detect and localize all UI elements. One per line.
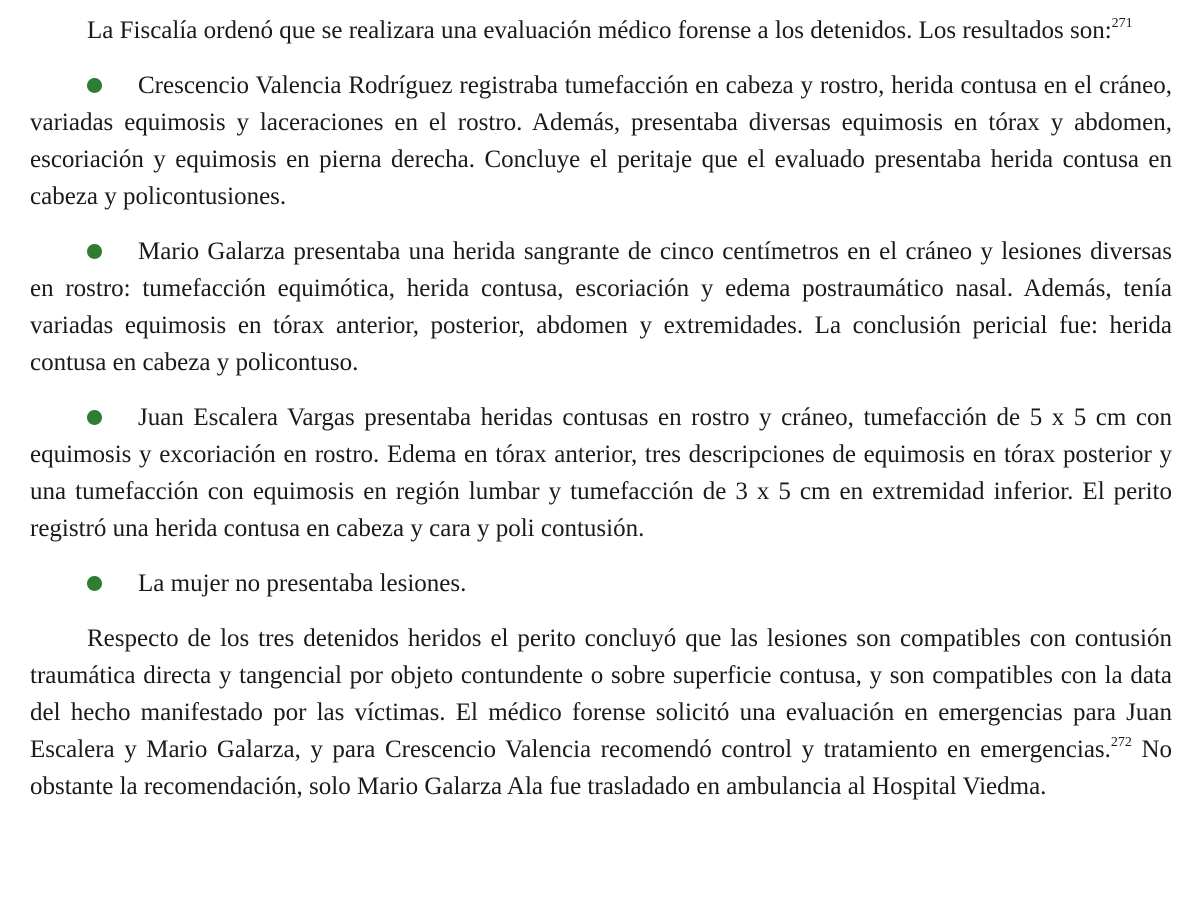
document-page <box>30 12 1172 823</box>
bullet-item-valencia <box>30 67 1172 215</box>
bullet-dot-icon <box>87 576 102 591</box>
bullet-text: Juan Escalera Vargas presentaba heridas contusas en rostro y cráneo, tumefacción de 5 x 5 cm con equimosis y excoriación en rostro. Edema en tórax anterior, tres descripciones de equimosis en tórax posterior y una tumefacción con equimosis en región lumbar y tumefacción de 3 x 5 cm en extremidad inferior. El perito registró una herida contusa en cabeza y cara y poli contusión. <box>30 404 1172 542</box>
conclusion-text-after: No obstante la recomendación, solo Mario Galarza Ala fue trasladado en ambulancia al Hospital Viedma. <box>30 736 1172 800</box>
bullet-dot-icon <box>87 78 102 93</box>
bullet-item-escalera <box>30 399 1172 547</box>
bullet-text: La mujer no presentaba lesiones. <box>138 570 467 597</box>
bullet-item-galarza <box>30 233 1172 381</box>
bullet-item-mujer <box>30 565 1172 602</box>
bullet-dot-icon <box>87 244 102 259</box>
bullet-text: Mario Galarza presentaba una herida sangrante de cinco centímetros en el cráneo y lesiones diversas en rostro: tumefacción equimótica, herida contusa, escoriación y edema postraumático nasal. Además, tenía variadas equimosis en tórax anterior, posterior, abdomen y extremidades. La conclusión pericial fue: herida contusa en cabeza y policontuso. <box>30 238 1172 376</box>
footnote-ref-272[interactable]: 272 <box>1110 735 1132 750</box>
conclusion-paragraph <box>30 620 1172 805</box>
bullet-dot-icon <box>87 410 102 425</box>
footnote-ref-271[interactable]: 271 <box>1111 16 1133 31</box>
conclusion-text-before: Respecto de los tres detenidos heridos el perito concluyó que las lesiones son compatibles con contusión traumática directa y tangencial por objeto contundente o sobre superficie contusa, y son compatibles con la data del hecho manifestado por las víctimas. El médico forense solicitó una evaluación en emergencias para Juan Escalera y Mario Galarza, y para Crescencio Valencia recomendó control y tratamiento en emergencias. <box>30 625 1172 763</box>
bullet-text: Crescencio Valencia Rodríguez registraba tumefacción en cabeza y rostro, herida contusa en el cráneo, variadas equimosis y laceraciones en el rostro. Además, presentaba diversas equimosis en tórax y abdomen, escoriación y equimosis en pierna derecha. Concluye el peritaje que el evaluado presentaba herida contusa en cabeza y policontusiones. <box>30 72 1172 210</box>
intro-text: La Fiscalía ordenó que se realizara una evaluación médico forense a los detenidos. Los resultados son: <box>87 17 1112 44</box>
intro-paragraph <box>30 12 1172 49</box>
